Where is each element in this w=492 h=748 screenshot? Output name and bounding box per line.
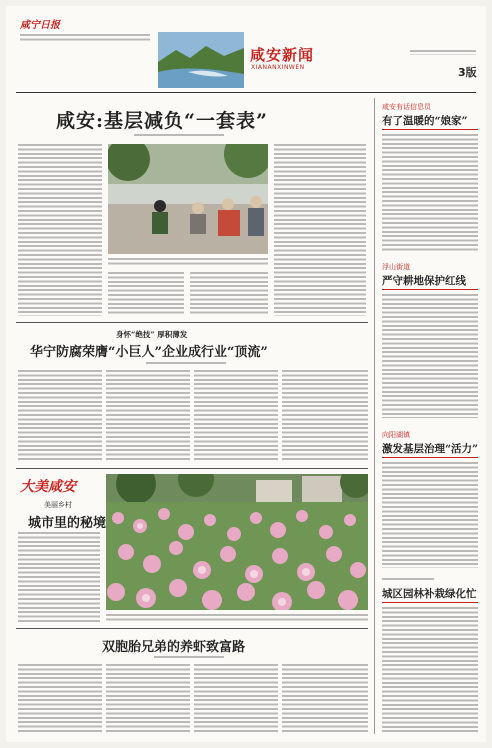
lead-column-2 — [108, 272, 184, 316]
lead-byline — [134, 134, 224, 137]
bottom-byline — [154, 656, 224, 659]
page-number: 3版 — [458, 66, 477, 79]
sidebar-bar-1 — [382, 129, 478, 130]
sidebar-headline-1: 有了温暖的“娘家” — [382, 115, 468, 127]
masthead-rule — [16, 92, 476, 93]
culture-subheading: 美丽乡村 — [44, 501, 72, 509]
sidebar-headline-3: 激发基层治理“活力” — [382, 443, 479, 455]
bottom-story-rule — [16, 628, 368, 629]
paper-logo: 咸宁日报 — [20, 20, 60, 31]
newspaper-page — [6, 6, 486, 742]
bottom-headline: 双胞胎兄弟的养虾致富路 — [102, 640, 246, 655]
second-story-rule — [16, 322, 368, 323]
sidebar-body-1 — [382, 134, 478, 252]
sidebar-kicker-2: 浮山街道 — [382, 263, 410, 271]
flower-photo-caption — [106, 614, 368, 622]
culture-logo: 大美咸安 — [20, 479, 76, 495]
sidebar-bar-2 — [382, 289, 478, 290]
edition-date — [410, 50, 476, 55]
second-column-1 — [18, 370, 102, 462]
culture-headline: 城市里的秘境 — [28, 516, 107, 531]
culture-rule — [16, 468, 368, 469]
section-title: 咸安新闻 — [250, 46, 315, 64]
sidebar-body-4 — [382, 607, 478, 734]
sidebar-kicker-4 — [382, 578, 434, 581]
sidebar-body-2 — [382, 294, 478, 418]
second-kicker: 身怀“绝技” 厚积薄发 — [116, 330, 188, 339]
second-column-2 — [106, 370, 190, 462]
section-pinyin: XIANANXINWEN — [251, 64, 305, 71]
lead-headline: 咸安:基层减负“一套表” — [56, 110, 268, 132]
sidebar-bar-3 — [382, 457, 478, 458]
sidebar-divider — [374, 98, 375, 734]
masthead-info — [20, 34, 150, 43]
flower-photo — [106, 474, 368, 610]
sidebar-body-3 — [382, 462, 478, 568]
sidebar-headline-4: 城区园林补栽绿化忙 — [382, 588, 477, 600]
second-column-4 — [282, 370, 368, 462]
culture-body — [18, 532, 100, 624]
sidebar-headline-2: 严守耕地保护红线 — [382, 275, 466, 287]
second-headline: 华宁防腐荣膺“小巨人”企业成行业“顶流” — [30, 345, 268, 360]
sidebar-kicker-1: 咸安有话信息员 — [382, 103, 431, 111]
lead-photo — [108, 144, 268, 254]
bottom-column-1 — [18, 664, 102, 734]
bottom-column-2 — [106, 664, 190, 734]
masthead-photo — [158, 32, 244, 88]
bottom-column-3 — [194, 664, 278, 734]
lead-column-1 — [18, 144, 102, 316]
second-column-3 — [194, 370, 278, 462]
sidebar-bar-4 — [382, 602, 478, 603]
lead-column-4 — [274, 144, 366, 316]
sidebar-kicker-3: 向阳湖镇 — [382, 431, 410, 439]
second-byline — [146, 362, 226, 365]
lead-column-3 — [190, 272, 268, 316]
bottom-column-4 — [282, 664, 368, 734]
lead-photo-caption — [108, 258, 268, 267]
